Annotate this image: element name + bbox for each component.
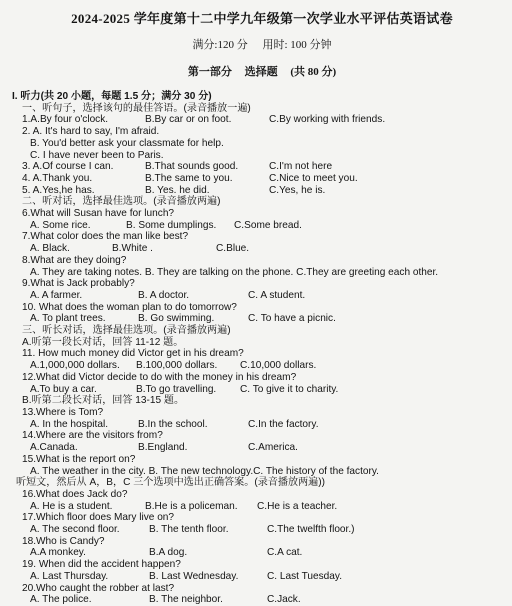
q16-option-b: B.He is a policeman. <box>145 500 238 512</box>
exam-title: 2024-2025 学年度第十二中学九年级第一次学业水平评估英语试卷 <box>71 11 453 26</box>
question-17-options <box>22 524 502 536</box>
q1-option-c: C.By working with friends. <box>269 114 386 126</box>
question-13-options <box>22 419 502 431</box>
q1-option-b: B.By car or on foot. <box>145 114 232 126</box>
q20-option-a: A. The police. <box>30 594 92 606</box>
q8-options: A. They are taking notes. B. They are talking on the phone. C.They are greeting each other. <box>30 266 439 278</box>
part-name: 第一部分 <box>187 66 232 78</box>
q14-question: 14.Where are the visitors from? <box>22 430 163 442</box>
q4-option-b: B.The same to you. <box>145 172 233 184</box>
q17-option-b: B. The tenth floor. <box>149 524 229 536</box>
question-6-options <box>22 220 502 232</box>
q19-option-a: A. Last Thursday. <box>30 570 109 582</box>
question-20-options <box>22 594 502 606</box>
q17-option-c: C.The twelfth floor.) <box>267 524 355 536</box>
part-heading <box>22 63 502 79</box>
q20-option-b: B. The neighbor. <box>149 594 223 606</box>
question-18-options <box>22 547 502 559</box>
question-19-options <box>22 571 502 583</box>
q6-option-b: B. Some dumplings. <box>126 219 217 231</box>
q10-option-c: C. To have a picnic. <box>248 313 336 325</box>
question-14-options <box>22 442 502 454</box>
q17-option-a: A. The second floor. <box>30 524 120 536</box>
q13-option-c: C.In the factory. <box>248 418 319 430</box>
subsection-c-heading: 三、听长对话，选择最佳选项。(录音播放两遍) <box>22 325 231 337</box>
time-limit: 用时: 100 分钟 <box>262 39 332 51</box>
q18-option-a: A.A monkey. <box>30 547 86 559</box>
subsection-d-heading: 听短文，然后从 A，B，C 三个选项中选出正确答案。(录音播放两遍)) <box>16 477 325 489</box>
q2-option-a: 2. A. It's hard to say, I'm afraid. <box>22 126 160 138</box>
q16-question: 16.What does Jack do? <box>22 488 128 500</box>
q19-question: 19. When did the accident happen? <box>22 559 181 571</box>
subsection-a-heading: 一、听句子，选择该句的最佳答语。(录音播放一遍) <box>22 102 251 114</box>
q1-option-a: 1.A.By four o'clock. <box>22 114 109 126</box>
part-points: (共 80 分) <box>290 66 337 78</box>
q11-option-b: B.100,000 dollars. <box>136 360 218 372</box>
q12-option-a: A.To buy a car. <box>30 383 97 395</box>
question-7-options <box>22 243 502 255</box>
part-type: 选择题 <box>244 66 278 78</box>
q3-option-c: C.I'm not here <box>269 161 333 173</box>
q3-option-b: B.That sounds good. <box>145 161 239 173</box>
q20-option-c: C.Jack. <box>267 594 301 606</box>
q17-question: 17.Which floor does Mary live on? <box>22 512 175 524</box>
q7-option-a: A. Black. <box>30 243 70 255</box>
dialogue-a-heading: A.听第一段长对话，回答 11-12 题。 <box>22 336 184 348</box>
q7-option-c: C.Blue. <box>216 243 250 255</box>
q15-options: A. The weather in the city. B. The new technology.C. The history of the factory. <box>30 465 379 477</box>
q10-option-a: A. To plant trees. <box>30 313 106 325</box>
q9-question: 9.What is Jack probably? <box>22 278 135 290</box>
full-score: 满分:120 分 <box>192 39 248 51</box>
q11-option-c: C.10,000 dollars. <box>240 360 317 372</box>
q9-option-a: A. A farmer. <box>30 289 83 301</box>
q12-question: 12.What did Victor decide to do with the money in his dream? <box>22 371 297 383</box>
subsection-b-heading: 二、听对话，选择最佳选项。(录音播放两遍) <box>22 196 221 208</box>
q15-question: 15.What is the report on? <box>22 453 136 465</box>
question-10-options <box>22 313 502 325</box>
q16-option-a: A. He is a student. <box>30 500 113 512</box>
q12-option-b: B.To go travelling. <box>136 383 217 395</box>
dialogue-b-heading: B.听第二段长对话，回答 13-15 题。 <box>22 395 185 407</box>
q4-option-a: 4. A.Thank you. <box>22 172 93 184</box>
q18-option-b: B.A dog. <box>149 547 188 559</box>
q3-option-a: 3. A.Of course I can. <box>22 161 114 173</box>
question-3 <box>22 161 502 173</box>
question-4 <box>22 173 502 185</box>
q4-option-c: C.Nice to meet you. <box>269 172 358 184</box>
q2-option-b: B. You'd better ask your classmate for help. <box>30 137 224 149</box>
q16-option-c: C.He is a teacher. <box>257 500 338 512</box>
question-11-options <box>22 360 502 372</box>
q19-option-b: B. Last Wednesday. <box>149 570 239 582</box>
q6-question: 6.What will Susan have for lunch? <box>22 208 175 220</box>
question-5 <box>22 185 502 197</box>
q13-question: 13.Where is Tom? <box>22 406 104 418</box>
q8-question: 8.What are they doing? <box>22 254 127 266</box>
q14-option-b: B.England. <box>138 442 188 454</box>
listening-section <box>12 91 502 606</box>
question-1 <box>22 114 502 126</box>
q10-question: 10. What does the woman plan to do tomorrow? <box>22 301 237 313</box>
question-16-options <box>22 501 502 513</box>
q18-question: 18.Who is Candy? <box>22 535 105 547</box>
q14-option-c: C.America. <box>248 442 298 454</box>
question-9-options <box>22 290 502 302</box>
q10-option-b: B. Go swimming. <box>138 313 215 325</box>
q13-option-a: A. In the hospital. <box>30 418 108 430</box>
q19-option-c: C. Last Tuesday. <box>267 570 342 582</box>
q7-question: 7.What color does the man like best? <box>22 231 189 243</box>
q5-option-a: 5. A.Yes,he has. <box>22 184 95 196</box>
q14-option-a: A.Canada. <box>30 442 78 454</box>
q6-option-c: C.Some bread. <box>234 219 302 231</box>
q13-option-b: B.In the school. <box>138 418 208 430</box>
q5-option-c: C.Yes, he is. <box>269 184 326 196</box>
exam-meta <box>22 36 502 52</box>
q5-option-b: B. Yes. he did. <box>145 184 210 196</box>
q9-option-c: C. A student. <box>248 289 306 301</box>
q7-option-b: B.White . <box>112 243 153 255</box>
q20-question: 20.Who caught the robber at last? <box>22 582 175 594</box>
q9-option-b: B. A doctor. <box>138 289 190 301</box>
q11-option-a: A.1,000,000 dollars. <box>30 360 120 372</box>
q6-option-a: A. Some rice. <box>30 219 91 231</box>
question-12-options <box>22 384 502 396</box>
q11-question: 11. How much money did Victor get in his dream? <box>22 348 244 360</box>
q18-option-c: C.A cat. <box>267 547 303 559</box>
q12-option-c: C. To give it to charity. <box>240 383 339 395</box>
q2-option-c: C. I have never been to Paris. <box>30 149 164 161</box>
section-heading: I. 听力(共 20 小题，每题 1.5 分；满分 30 分) <box>12 91 212 102</box>
